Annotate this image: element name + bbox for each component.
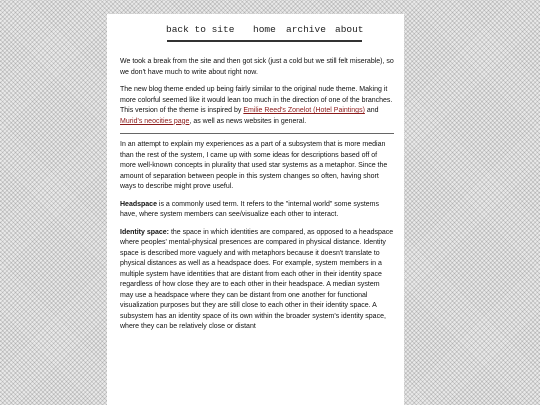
post-separator [120, 133, 394, 134]
identity-space-definition: the space in which identities are compared, as opposed to a headspace where peoples' mental-physical presences are compared in physical distance. Identity space is described more vaguely and with metaphors because it doesn't translate to physical distances as well as a headspace does. For example, system members in a multiple system have identities that are distant from each other in their identity space regardless of how close they are to each other in their headspace. A median system may use a headspace where they can be distant from one another for functional visualization purposes but they are still close to each other in their identity space. A subsystem has an identity space of its own within the broader system's identity space, where they can be relatively close or distant [120, 228, 394, 330]
home-link[interactable]: home [253, 24, 276, 35]
post-content [120, 57, 394, 340]
post1-p2-start: The new blog theme ended up being fairly similar to the original nude theme. Making it more colorful seemed like it would lean too much in the direction of one of the branches. This version of the theme is inspired by [120, 86, 393, 114]
zonelot-link[interactable]: Emilie Reed's Zonelot (Hotel Paintings) [243, 107, 365, 114]
nav-underline [167, 40, 362, 42]
top-nav [107, 24, 404, 38]
post1-paragraph-2 [120, 85, 394, 127]
post2-paragraph-identity-space [120, 228, 394, 333]
post1-p2-end: , as well as news websites in general. [189, 117, 307, 125]
headspace-definition: is a commonly used term. It refers to the "internal world" some systems have, where system members can see/visualize each other to interact. [120, 200, 380, 218]
headspace-term: Headspace [120, 200, 157, 208]
identity-space-term: Identity space: [120, 228, 170, 236]
post2-paragraph-1: In an attempt to explain my experiences as a part of a subsystem that is more median than the rest of the system, I came up with some ideas for descriptions based off of more well-known concepts in plurality that used star systems as a metaphor. Since the amount of separation between people in this system changes so often, having short ways to describe might prove useful. [120, 141, 388, 190]
about-link[interactable]: about [335, 24, 364, 35]
archive-link[interactable]: archive [286, 24, 326, 35]
post1-p2-mid: and [364, 107, 379, 114]
blog-page [107, 14, 404, 405]
post1-paragraph-1: We took a break from the site and then got sick (just a cold but we still felt miserable), so we don't have much to write about right now. [120, 58, 394, 76]
murid-neocities-link[interactable]: Murid's neocities page [120, 117, 190, 125]
post2-paragraph-headspace [120, 200, 394, 221]
back-to-site-link[interactable]: back to site [166, 24, 235, 35]
